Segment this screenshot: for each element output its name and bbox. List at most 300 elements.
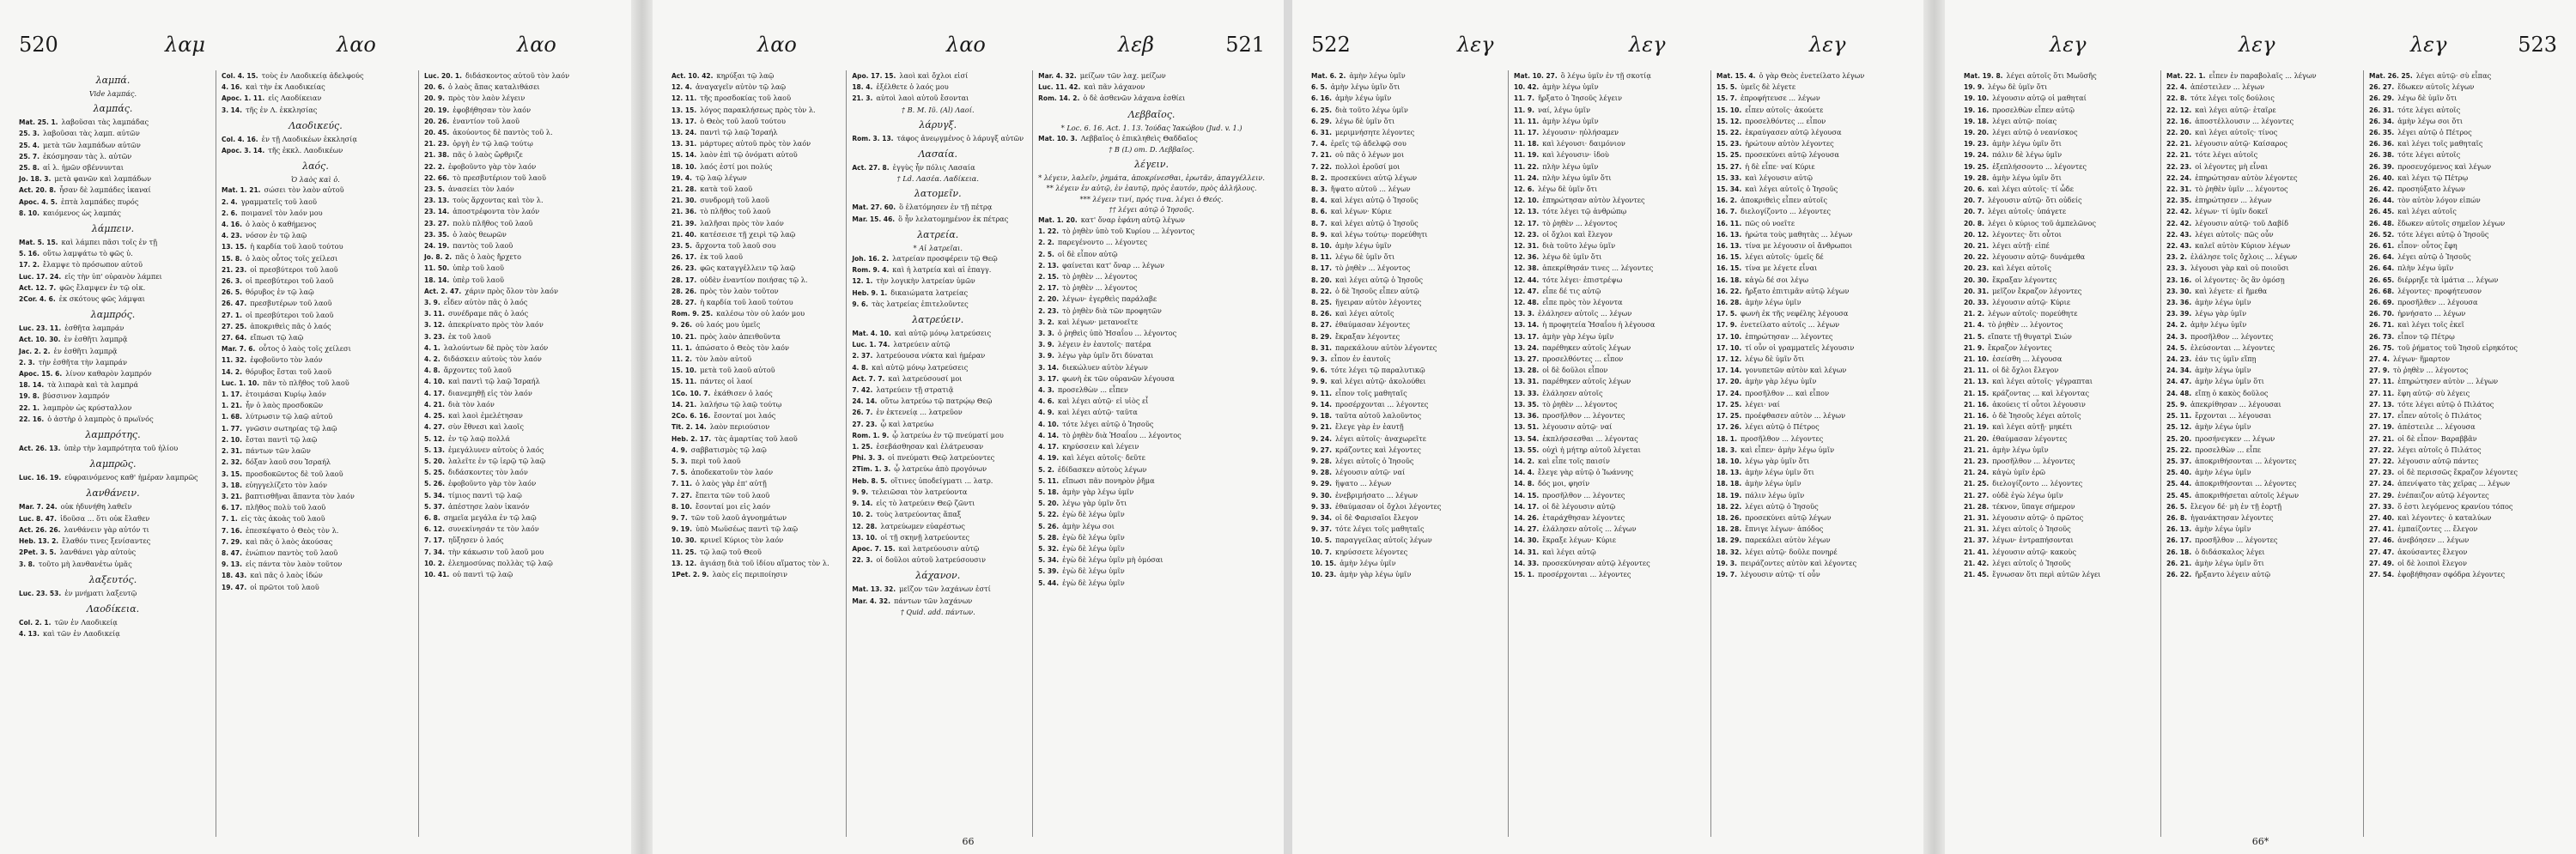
quotation-text: καὶ λέγει αὐτοῖς — [1992, 263, 2051, 273]
verse-reference: 14. 27. — [1514, 525, 1540, 534]
quotation-text: ἀμὴν λέγω ὑμῖν — [2195, 468, 2251, 477]
concordance-entry — [424, 127, 612, 138]
quotation-text: ἐφοβοῦντο γὰρ τὸν λαόν — [447, 161, 537, 171]
concordance-entry — [2369, 421, 2557, 433]
concordance-entry — [1964, 70, 2152, 82]
concordance-entry — [222, 276, 410, 287]
concordance-entry — [671, 297, 837, 308]
quotation-text: καὶ λέγει τῷ Πέτρῳ — [2397, 173, 2469, 182]
concordance-entry — [671, 149, 837, 161]
concordance-entry — [2369, 388, 2557, 399]
verse-reference: 8. 2. — [1311, 173, 1327, 182]
verse-reference: 4. 27. — [424, 423, 445, 432]
concordance-entry — [1038, 133, 1265, 144]
verse-reference: 2. 2. — [1038, 239, 1054, 247]
verse-reference: 16. 13. — [1716, 242, 1742, 251]
quotation-text: νόσον ἐν τῷ λαῷ — [245, 231, 307, 240]
verse-reference: 26. 64. — [2369, 253, 2395, 262]
scan-gap — [1284, 0, 1292, 854]
concordance-entry — [1311, 149, 1499, 161]
verse-reference: 13. 51. — [1514, 423, 1540, 432]
verse-reference: 23. 27. — [424, 219, 450, 227]
verse-reference: Apoc. 15. 6. — [19, 370, 63, 379]
concordance-entry — [1514, 275, 1702, 286]
concordance-entry — [852, 441, 1024, 452]
verse-reference: 2. 10. — [222, 435, 242, 444]
concordance-entry — [1964, 319, 2152, 330]
concordance-entry — [1716, 82, 1905, 93]
concordance-entry — [1038, 282, 1265, 294]
verse-reference: 24. 2. — [2166, 321, 2187, 330]
concordance-entry — [2166, 558, 2354, 569]
concordance-entry — [424, 342, 612, 354]
concordance-entry — [222, 378, 410, 389]
concordance-entry — [1716, 138, 1905, 149]
quotation-text: ἀμὴν γὰρ λέγω ὑμῖν — [1745, 377, 1817, 386]
concordance-entry — [222, 582, 410, 593]
quotation-text: ἔλεγε γὰρ αὐτῷ ὁ Ἰωάννης — [1537, 468, 1634, 477]
quotation-text: ἁγιάσῃ διὰ τοῦ ἰδίου αἵματος τὸν λ. — [700, 558, 829, 567]
verse-reference: Luc. 17. 24. — [19, 272, 62, 281]
concordance-entry — [852, 288, 1024, 299]
verse-reference: 13. 17. — [1514, 332, 1540, 341]
verse-reference: 25. 40. — [2166, 469, 2192, 477]
concordance-entry — [19, 140, 207, 151]
quotation-text: εἴπατε τῇ θυγατρὶ Σιών — [1987, 331, 2072, 341]
verse-reference: 8. 31. — [1311, 343, 1332, 352]
quotation-text: τῶν τοῦ λαοῦ ἀγνοημάτων — [690, 512, 787, 522]
concordance-entry — [671, 524, 837, 535]
concordance-entry — [222, 208, 410, 219]
quotation-text: ἀμὴν λέγω ὑμῖν — [2190, 320, 2247, 330]
quotation-text: λαλούντων δὲ πρὸς τὸν λαόν — [443, 342, 549, 352]
quotation-text: ἐγγὺς ἦν πόλις Λασαία — [892, 163, 975, 173]
verse-reference: 11. 17. — [1514, 129, 1540, 137]
concordance-entry — [1514, 399, 1702, 410]
quotation-text: ἐκπλήσσεσθαι ... λέγοντας — [1542, 433, 1638, 443]
concordance-entry — [2166, 70, 2354, 82]
concordance-entry — [2166, 229, 2354, 240]
verse-reference: Heb. 13. 2. — [19, 537, 59, 546]
quotation-text: τοῦ ῥήματος τοῦ Ἰησοῦ εἰρηκότος — [2397, 342, 2518, 352]
left-book-spread — [0, 0, 1284, 854]
concordance-entry — [424, 410, 612, 421]
concordance-entry — [1514, 535, 1702, 546]
quotation-text: λέγουσιν αὐτῷ· Κύριε — [1992, 298, 2071, 307]
quotation-text: τὸ πλῆθος τοῦ λαοῦ — [700, 207, 771, 216]
verse-reference: 25. 3. — [19, 130, 39, 138]
quotation-text: λόγος παρακλήσεως πρὸς τὸν λ. — [700, 105, 816, 114]
verse-reference: 2. 3. — [19, 358, 35, 366]
concordance-entry — [424, 490, 612, 501]
verse-reference: 23. 39. — [2166, 310, 2192, 318]
quotation-text: ᾧ λατρεύω ἐν τῷ πνεύματί μου — [892, 430, 1004, 439]
verse-reference: 21. 9. — [1964, 343, 1984, 352]
verse-reference: 20. 26. — [424, 117, 450, 125]
verse-reference: 22. 31. — [2166, 185, 2192, 194]
quotation-text: μετὰ τῶν λαμπάδων αὐτῶν — [42, 140, 141, 149]
concordance-entry — [424, 388, 612, 399]
quotation-text: προσέρχονται ... λέγοντες — [1334, 399, 1429, 409]
quotation-text: λέγω γὰρ ὑμῖν ὅτι δύναται — [1057, 351, 1154, 360]
concordance-entry — [1514, 456, 1702, 467]
concordance-entry — [1038, 543, 1265, 554]
concordance-entry — [2166, 456, 2354, 467]
verse-reference: 21. 2. — [1964, 310, 1984, 318]
verse-reference: 22. 43. — [2166, 242, 2192, 251]
quotation-text: καὶ λέγει αὐτοῖς ὁ Ἰησοῦς — [1745, 185, 1838, 194]
verse-reference: 22. 3. — [852, 556, 873, 565]
verse-reference: Heb. 8. 5. — [852, 476, 888, 485]
verse-reference: 4. 17. — [1038, 443, 1060, 451]
concordance-entry — [19, 323, 207, 334]
concordance-entry — [2166, 251, 2354, 263]
quotation-text: Λεββαῖος ὁ ἐπικληθεὶς Θαδδαῖος — [1080, 133, 1198, 142]
concordance-entry — [852, 70, 1024, 82]
quotation-text: ἤρξατο ὁ Ἰησοῦς λέγειν — [1537, 94, 1622, 103]
quotation-text: ἤρξατο ἐπιτιμᾶν αὐτῷ λέγων — [1745, 286, 1850, 295]
verse-reference: 23. 2. — [2166, 253, 2187, 262]
concordance-entry — [1514, 206, 1702, 217]
quotation-text: ἔγνωσαν ὅτι περὶ αὐτῶν λέγει — [1992, 569, 2101, 578]
verse-reference: 9. 14. — [1311, 400, 1332, 409]
quotation-text: ἔλαμψε τὸ πρόσωπον αὐτοῦ — [42, 260, 143, 270]
quotation-text: ἠγανάκτησαν λέγοντες — [2190, 512, 2274, 522]
quotation-text: λέγω δὲ ὑμῖν ὅτι — [1334, 116, 1395, 125]
page-number: 523 — [2518, 33, 2557, 57]
verse-reference: 26. 47. — [222, 300, 247, 308]
verse-reference: 2. 20. — [1038, 295, 1060, 304]
concordance-entry — [1716, 445, 1905, 456]
concordance-entry — [1514, 501, 1702, 512]
concordance-entry — [671, 569, 837, 580]
verse-reference: 27. 40. — [2369, 513, 2395, 522]
verse-reference: 25. 44. — [2166, 480, 2192, 488]
verse-reference: 3. 21. — [222, 492, 242, 500]
concordance-entry — [1514, 286, 1702, 297]
verse-reference: 20. 22. — [1964, 253, 1990, 262]
concordance-entry — [1311, 376, 1499, 387]
verse-reference: 24. 48. — [2166, 389, 2192, 397]
verse-reference: 26. 18. — [2166, 548, 2192, 556]
concordance-entry — [2166, 195, 2354, 206]
concordance-entry — [222, 389, 410, 400]
quotation-text: οἱ δὲ εἶπον αὐτῷ — [1057, 249, 1118, 258]
verse-reference: Mat. 6. 2. — [1311, 72, 1346, 80]
verse-reference: 5. 13. — [424, 445, 445, 454]
quotation-text: καὶ παντὶ τῷ λαῷ Ἰσραήλ — [447, 377, 540, 386]
quotation-text: ἔκραξαν λέγοντες — [1334, 331, 1400, 341]
quotation-text: ἀμὴν λέγω σοι ὅτι — [2397, 116, 2464, 125]
concordance-entry — [2369, 456, 2557, 467]
quotation-text: ἀποκριθεὶς πᾶς ὁ λαός — [250, 321, 331, 330]
quotation-text: λέγοντες· προφήτευσον — [2397, 286, 2482, 295]
concordance-entry — [424, 376, 612, 387]
concordance-entry — [1311, 184, 1499, 195]
concordance-entry — [852, 214, 1024, 225]
quotation-text: ἐρεῖς τῷ ἀδελφῷ σου — [1330, 139, 1406, 148]
concordance-entry — [222, 469, 410, 480]
quotation-text: πρὸς λαὸν ἀπειθοῦντα — [700, 331, 781, 341]
concordance-entry — [1716, 229, 1905, 240]
concordance-entry — [852, 521, 1024, 532]
concordance-entry — [2166, 184, 2354, 195]
verse-reference: 6. 8. — [424, 513, 440, 522]
quotation-text: κατέσεισε τῇ χειρὶ τῷ λαῷ — [700, 229, 796, 239]
verse-reference: 9. 9. — [1311, 378, 1327, 386]
concordance-entry — [671, 308, 837, 319]
verse-reference: 1Pet. 2. 9. — [671, 570, 709, 578]
concordance-entry — [671, 388, 837, 399]
verse-reference: 22. 16. — [19, 415, 45, 423]
quotation-text: εἰς τὴν ὑπ' οὐρανὸν λάμπει — [64, 271, 162, 281]
verse-reference: 22. 24. — [2166, 173, 2192, 182]
verse-reference: Rom. 9. 4. — [852, 266, 890, 275]
quotation-text: ὁ δὲ Ἰησοῦς λέγει αὐτοῖς — [1992, 411, 2081, 421]
concordance-entry — [1311, 433, 1499, 445]
verse-reference: 22. 43. — [2166, 230, 2192, 239]
concordance-entry — [2166, 547, 2354, 558]
quotation-text: λέγουσιν· ηὐλήσαμεν — [1542, 128, 1619, 137]
verse-reference: 4. 6. — [1038, 397, 1054, 406]
quotation-text: καὶ λέγει αὐτοῖς· δεῦτε — [1062, 453, 1145, 463]
verse-reference: Apo. 17. 15. — [852, 72, 896, 80]
entry-note: † Ld. Λασέα. Λαδίκεια. — [896, 174, 979, 184]
verse-reference: 22. 42. — [2166, 219, 2192, 227]
concordance-entry — [1514, 478, 1702, 489]
quotation-text: λατρείαν προσφέρειν τῷ Θεῷ — [892, 254, 998, 263]
concordance-entry — [1514, 105, 1702, 116]
concordance-entry — [222, 525, 410, 536]
concordance-entry — [1038, 385, 1265, 396]
verse-reference: 23. 35. — [424, 230, 450, 239]
concordance-entry — [2166, 82, 2354, 93]
quotation-text: μεῖζον τῶν λαχάνων ἐστί — [899, 584, 991, 594]
concordance-entry — [852, 419, 1024, 430]
concordance-entry — [1964, 467, 2152, 478]
verse-reference: 17. 12. — [1716, 355, 1742, 364]
verse-reference: 5. 18. — [1038, 488, 1060, 496]
concordance-entry — [424, 263, 612, 274]
concordance-entry — [1716, 512, 1905, 524]
quotation-text: φωνὴ ἐκ τῶν οὐρανῶν λέγουσα — [1062, 373, 1175, 383]
quotation-text: εἶπον· οὗτος ἔφη — [2397, 241, 2458, 251]
quotation-text: ἄρχοντα τοῦ λαοῦ σου — [695, 241, 776, 251]
concordance-entry — [1311, 421, 1499, 433]
quotation-text: καὶ λέγων· μετανοεῖτε — [1057, 317, 1139, 326]
header-word: λεβ — [1118, 33, 1154, 57]
concordance-entry — [19, 414, 207, 425]
concordance-entry — [19, 547, 207, 558]
verse-reference: 20. 23. — [1964, 264, 1990, 273]
quotation-text: προσελθόντες ... εἶπον — [1542, 354, 1624, 364]
quotation-text: οἱ δὲ εἶπον· Βαραββᾶν — [2397, 433, 2477, 443]
quotation-text: εἴπωσι τῷ λαῷ — [250, 333, 304, 342]
quotation-text: λέγω δὲ ὑμῖν ὅτι — [1542, 252, 1602, 262]
headword: Λεββαῖος. — [1127, 108, 1176, 120]
verse-reference: 19. 7. — [1716, 570, 1737, 578]
concordance-entry — [222, 445, 410, 457]
quotation-text: ὁ λαὸς ὁ καθήμενος — [245, 220, 317, 229]
quotation-text: οἱ ὄχλοι καὶ ἔλεγον — [1542, 229, 1613, 239]
verse-reference: 15. 8. — [222, 254, 242, 263]
verse-reference: 22. 35. — [2166, 197, 2192, 205]
verse-reference: Tit. 2. 14. — [671, 423, 707, 432]
quotation-text: ἀμὴν λέγω ὑμῖν ὅτι — [1992, 139, 2062, 148]
concordance-entry — [1311, 93, 1499, 104]
verse-reference: 2. 31. — [222, 447, 242, 456]
quotation-text: καὶ λέγει αὐτοῖς· τί ὧδε — [1987, 185, 2074, 194]
quotation-text: σώσει τὸν λαὸν αὐτοῦ — [264, 185, 344, 195]
concordance-entry — [1038, 464, 1265, 475]
concordance-entry — [1311, 342, 1499, 354]
verse-reference: Luc. 20. 1. — [424, 72, 462, 80]
verse-reference: 20. 6. — [424, 83, 445, 92]
verse-reference: Luc. 8. 47. — [19, 514, 57, 523]
concordance-entry — [1716, 569, 1905, 580]
quotation-text: οὐκ ἠδυνήθη λαθεῖν — [60, 502, 132, 512]
concordance-entry — [852, 532, 1024, 543]
concordance-entry — [1964, 524, 2152, 535]
concordance-entry — [1964, 161, 2152, 173]
concordance-entry — [222, 298, 410, 309]
concordance-entry — [222, 457, 410, 468]
quotation-text: ἀμὴν λέγω ὑμῖν — [2195, 524, 2251, 534]
quotation-text: καὶ λέγων· Κύριε — [1330, 207, 1392, 216]
verse-reference: 19. 4. — [671, 173, 692, 182]
concordance-entry — [2369, 376, 2557, 387]
verse-reference: Act. 10. 42. — [671, 72, 714, 80]
concordance-entry — [424, 512, 612, 524]
concordance-entry — [1311, 206, 1499, 217]
verse-reference: 26. 65. — [2369, 276, 2395, 284]
concordance-entry — [1038, 566, 1265, 577]
concordance-entry — [19, 357, 207, 368]
verse-reference: 20. 12. — [1964, 230, 1990, 239]
verse-reference: 25. 11. — [2166, 412, 2192, 421]
quotation-text: αἱ λ. ἡμῶν σβέννυνται — [42, 163, 124, 173]
quotation-text: παραγγείλας αὐτοῖς λέγων — [1334, 536, 1432, 545]
concordance-entry — [1964, 286, 2152, 297]
concordance-entry — [222, 219, 410, 230]
quotation-text: λαοὶ καὶ ὄχλοι εἰσί — [899, 71, 969, 80]
verse-reference: 3. 23. — [424, 332, 445, 341]
concordance-entry — [1964, 365, 2152, 376]
concordance-entry — [19, 259, 207, 270]
concordance-entry — [2369, 467, 2557, 478]
verse-reference: 11. 9. — [1514, 106, 1534, 114]
concordance-entry — [2166, 206, 2354, 217]
concordance-entry — [852, 584, 1024, 595]
concordance-column — [2160, 70, 2354, 837]
verse-reference: 9. 11. — [1311, 389, 1332, 397]
verse-reference: 6. 16. — [1311, 94, 1332, 103]
quotation-text: μετὰ φανῶν καὶ λαμπάδων — [54, 174, 152, 184]
concordance-entry — [671, 127, 837, 138]
quotation-text: κἀγὼ ὑμῖν ἐρῶ — [1992, 468, 2045, 477]
concordance-entry — [19, 368, 207, 379]
concordance-entry — [2166, 445, 2354, 456]
quotation-text: πολλοὶ ἐροῦσί μοι — [1334, 161, 1400, 171]
verse-reference: 21. 10. — [1964, 355, 1990, 364]
concordance-entry — [1514, 354, 1702, 365]
quotation-text: τότε λέγει αὐτοῖς — [2195, 150, 2258, 160]
verse-reference: 3. 2. — [1038, 318, 1054, 326]
concordance-entry — [222, 434, 410, 445]
concordance-entry — [222, 287, 410, 298]
quotation-text: εὐφραινόμενος καθ' ἡμέραν λαμπρῶς — [64, 473, 198, 482]
verse-reference: Mat. 1. 20. — [1038, 216, 1078, 225]
verse-reference: Luc. 1. 10. — [222, 379, 259, 387]
page-520 — [0, 0, 631, 854]
quotation-text: ἐνεβριμήσατο ... λέγων — [1334, 490, 1419, 500]
concordance-entry — [2369, 490, 2557, 501]
verse-reference: 9. 6. — [852, 300, 869, 308]
concordance-entry — [2369, 342, 2557, 354]
quotation-text: καὶ αὐτῷ μόνῳ λατρεύσεις — [872, 362, 969, 372]
concordance-entry — [1514, 218, 1702, 229]
quotation-text: ἀμὴν λέγω ὑμῖν — [2195, 422, 2251, 432]
quotation-text: ἀμὴν λέγω ὑμῖν — [1542, 116, 1599, 125]
quotation-text: καὶ λέγει αὐτοῖς· γέγραπται — [1992, 377, 2093, 386]
quotation-text: οὐδὲ ἐγὼ λέγω ὑμῖν — [1992, 490, 2063, 500]
quotation-text: προσήνεγκεν ... λέγων — [2195, 433, 2275, 443]
concordance-entry — [671, 342, 837, 354]
verse-reference: 19. 9. — [1964, 83, 1984, 92]
concordance-entry — [852, 475, 1024, 487]
headword: λαμπάς. — [93, 103, 133, 115]
quotation-text: κατ' ὄναρ ἐφάνη αὐτῷ λέγων — [1080, 215, 1186, 225]
quotation-text: ἐφοβοῦντο τὸν λαόν — [250, 355, 323, 365]
concordance-entry — [671, 138, 837, 149]
headword: λαμπρός. — [90, 309, 136, 321]
verse-reference: 26. 61. — [2369, 242, 2395, 251]
quotation-text: τῶν ἐν Λαοδικείᾳ — [54, 617, 118, 627]
quotation-text: λέγει αὐτοῖς ὁ Ἰησοῦς — [1992, 524, 2071, 534]
verse-reference: Mat. 15. 4. — [1716, 72, 1756, 80]
quotation-text: ἀκούεις τί οὗτοι λέγουσιν — [1992, 399, 2086, 409]
verse-reference: 13. 27. — [1514, 355, 1540, 364]
concordance-entry — [424, 184, 612, 195]
verse-reference: 10. 23. — [1311, 570, 1337, 578]
verse-reference: 27. 49. — [2369, 559, 2395, 567]
concordance-entry — [222, 343, 410, 354]
verse-reference: 20. 31. — [1964, 287, 1990, 295]
concordance-entry — [671, 218, 837, 229]
verse-reference: 3. 8. — [19, 560, 35, 568]
verse-reference: 21. 41. — [1964, 548, 1990, 556]
verse-reference: 3. 14. — [1038, 363, 1060, 372]
headword: Λαοδίκεια. — [86, 603, 140, 615]
concordance-column — [1710, 70, 1905, 837]
quotation-text: λέγων· τί ὑμῖν δοκεῖ — [2195, 207, 2269, 216]
quotation-text: ἐπροφήτευσε ... λέγων — [1740, 94, 1820, 103]
verse-reference: 22. 66. — [424, 173, 450, 182]
quotation-text: τῆς ἐν Λ. ἐκκλησίας — [245, 105, 318, 114]
concordance-entry — [2369, 161, 2557, 173]
quotation-text: καὶ πᾶς ὁ λαὸς ἀκούσας — [245, 536, 333, 546]
quotation-text: ἐπηρώτησαν αὐτὸν λέγοντες — [2195, 173, 2298, 182]
quotation-text: φωνὴ ἐκ τῆς νεφέλης λέγουσα — [1740, 309, 1849, 318]
verse-reference: Heb. 9. 1. — [852, 288, 888, 297]
quotation-text: ἐγὼ δὲ λέγω ὑμῖν — [1062, 532, 1125, 542]
concordance-entry — [671, 195, 837, 206]
concordance-entry — [1038, 339, 1265, 350]
verse-reference: 4. 23. — [222, 232, 242, 240]
verse-reference: 4. 1. — [424, 343, 440, 352]
quotation-text: ἀμὴν λέγω ὑμῖν — [1334, 241, 1392, 251]
concordance-entry — [1716, 286, 1905, 297]
